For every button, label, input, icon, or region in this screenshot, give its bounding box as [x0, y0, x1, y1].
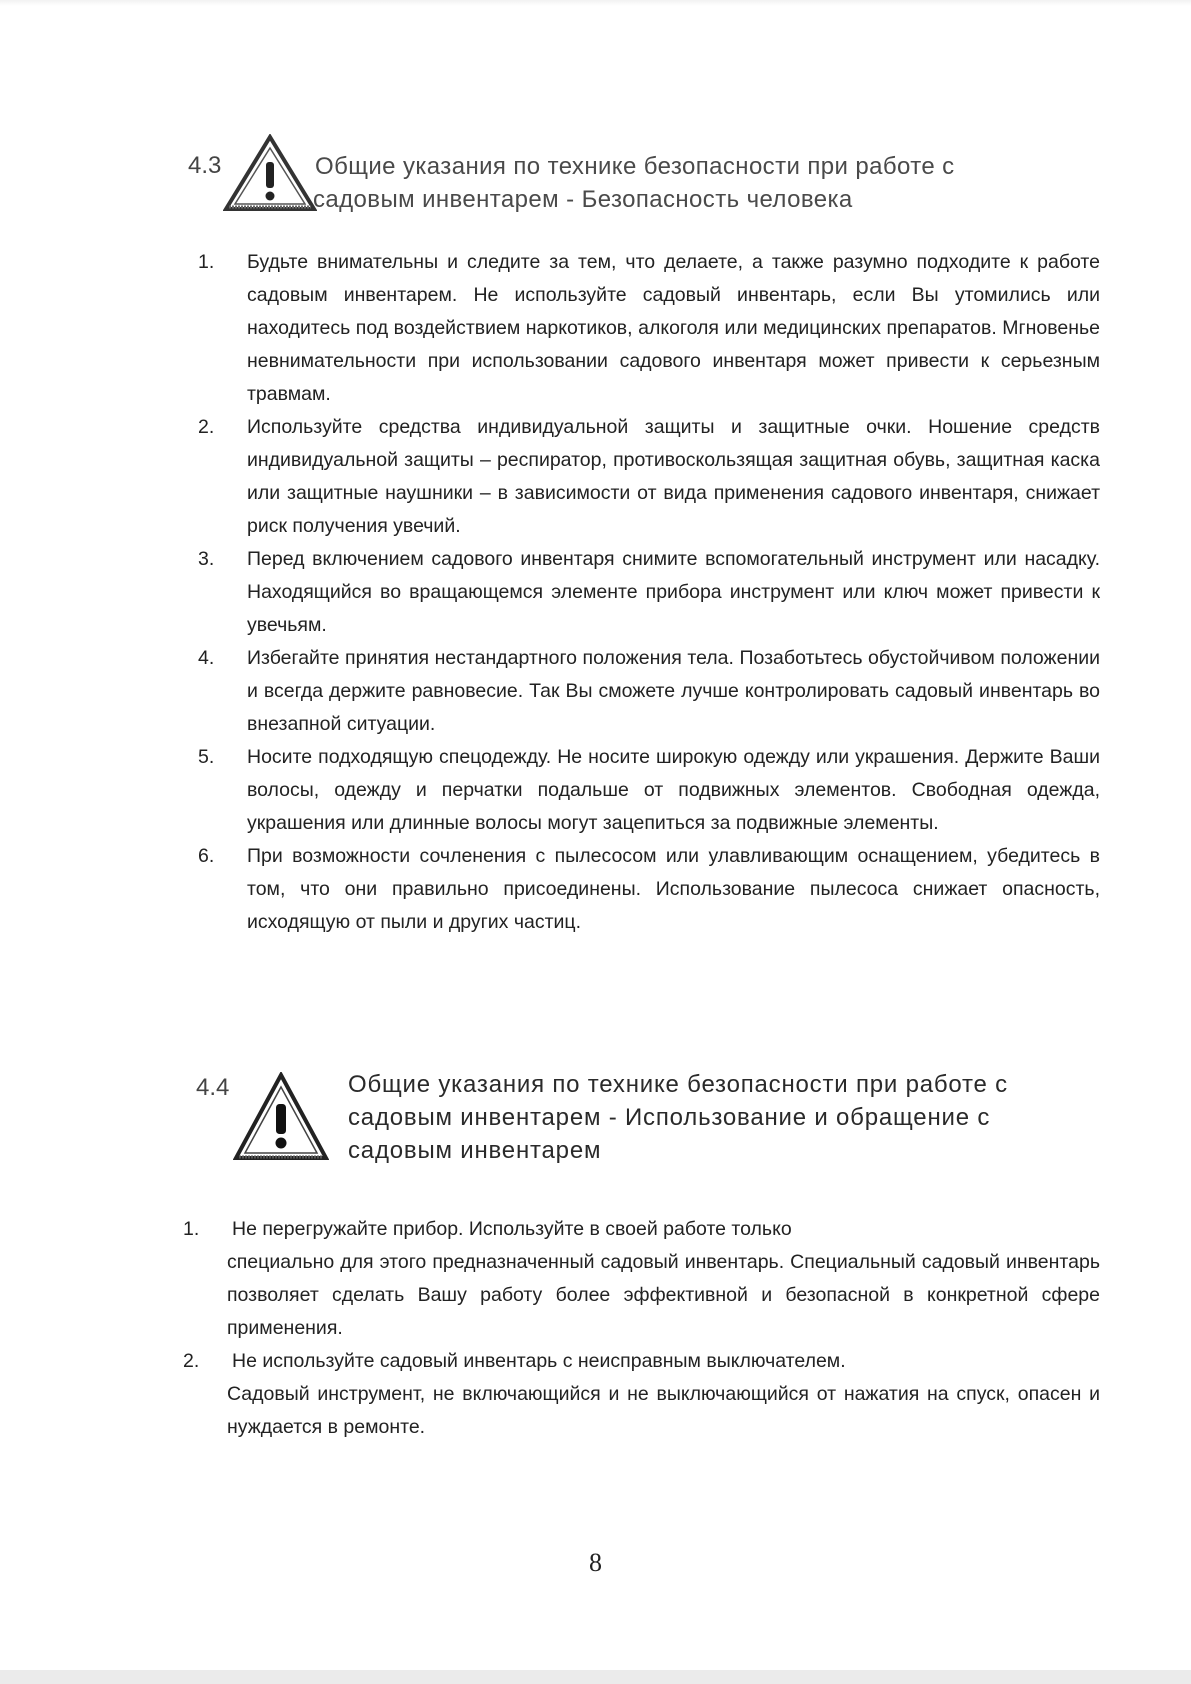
- section-title: [315, 150, 1095, 216]
- item-number: 1.: [198, 251, 215, 273]
- list-item: [183, 1213, 1100, 1345]
- item-first-line: Не используйте садовый инвентарь с неисправным выключателем.: [232, 1350, 846, 1372]
- safety-list-4-4: [183, 1213, 1100, 1444]
- section-title-line: садовым инвентарем: [348, 1137, 602, 1164]
- warning-triangle-icon: [233, 1072, 329, 1162]
- item-text: специально для этого предназначенный садовый инвентарь. Специальный садовый инвентарь позволяет сделать Вашу работу более эффективной и безопасной в конкретной сфере применения.: [227, 1251, 1100, 1339]
- list-item: [198, 246, 1100, 411]
- list-item: [198, 411, 1100, 543]
- scan-top-edge: [0, 0, 1191, 6]
- section-title: [348, 1068, 1093, 1167]
- item-text: Садовый инструмент, не включающийся и не выключающийся от нажатия на спуск, опасен и нуждается в ремонте.: [227, 1383, 1100, 1438]
- list-item: [198, 543, 1100, 642]
- item-text: Используйте средства индивидуальной защиты и защитные очки. Ношение средств индивидуальной защиты – респиратор, противоскользящая защитная обувь, защитная каска или защитные наушники – в зависимости от вида применения садового инвентаря, снижает риск получения увечий.: [247, 416, 1100, 537]
- section-title-line: Общие указания по технике безопасности при работе с: [315, 153, 955, 180]
- section-title-line: Общие указания по технике безопасности при работе с: [348, 1071, 1008, 1098]
- item-text: При возможности сочленения с пылесосом или улавливающим оснащением, убедитесь в том, что они правильно присоединены. Использование пылесоса снижает опасность, исходящую от пыли и других частиц.: [247, 845, 1100, 933]
- item-text: Будьте внимательны и следите за тем, что делаете, а также разумно подходите к работе садовым инвентарем. Не используйте садовый инвентарь, если Вы утомились или находитесь под воздействием наркотиков, алкоголя или медицинских препаратов. Мгновенье невнимательности при использовании садового инвентаря может привести к серьезным травмам.: [247, 251, 1100, 405]
- section-title-line: садовым инвентарем - Использование и обращение с: [348, 1104, 991, 1131]
- section-number: 4.4: [196, 1074, 230, 1101]
- list-item: [183, 1345, 1100, 1444]
- item-number: 2.: [183, 1350, 200, 1372]
- safety-list-4-3: [198, 246, 1100, 939]
- item-first-line: Не перегружайте прибор. Используйте в своей работе только: [232, 1218, 792, 1240]
- warning-triangle-icon: [223, 134, 317, 212]
- section-title-line: садовым инвентарем - Безопасность человека: [313, 186, 853, 213]
- item-text: Перед включением садового инвентаря снимите вспомогательный инструмент или насадку. Находящийся во вращающемся элементе прибора инструмент или ключ может привести к увечьям.: [247, 548, 1100, 636]
- item-number: 6.: [198, 845, 215, 867]
- item-number: 1.: [183, 1218, 200, 1240]
- list-item: [198, 840, 1100, 939]
- list-item: [198, 741, 1100, 840]
- list-item: [198, 642, 1100, 741]
- page-number: 8: [589, 1548, 602, 1577]
- item-number: 4.: [198, 647, 215, 669]
- item-number: 2.: [198, 416, 215, 438]
- item-text: Носите подходящую спецодежду. Не носите широкую одежду или украшения. Держите Ваши волосы, одежду и перчатки подальше от подвижных элементов. Свободная одежда, украшения или длинные волосы могут зацепиться за подвижные элементы.: [247, 746, 1100, 834]
- item-number: 3.: [198, 548, 215, 570]
- scan-bottom-edge: [0, 1670, 1191, 1684]
- item-number: 5.: [198, 746, 215, 768]
- section-number: 4.3: [188, 152, 222, 179]
- item-text: Избегайте принятия нестандартного положения тела. Позаботьтесь обустойчивом положении и всегда держите равновесие. Так Вы сможете лучше контролировать садовый инвентарь во внезапной ситуации.: [247, 647, 1100, 735]
